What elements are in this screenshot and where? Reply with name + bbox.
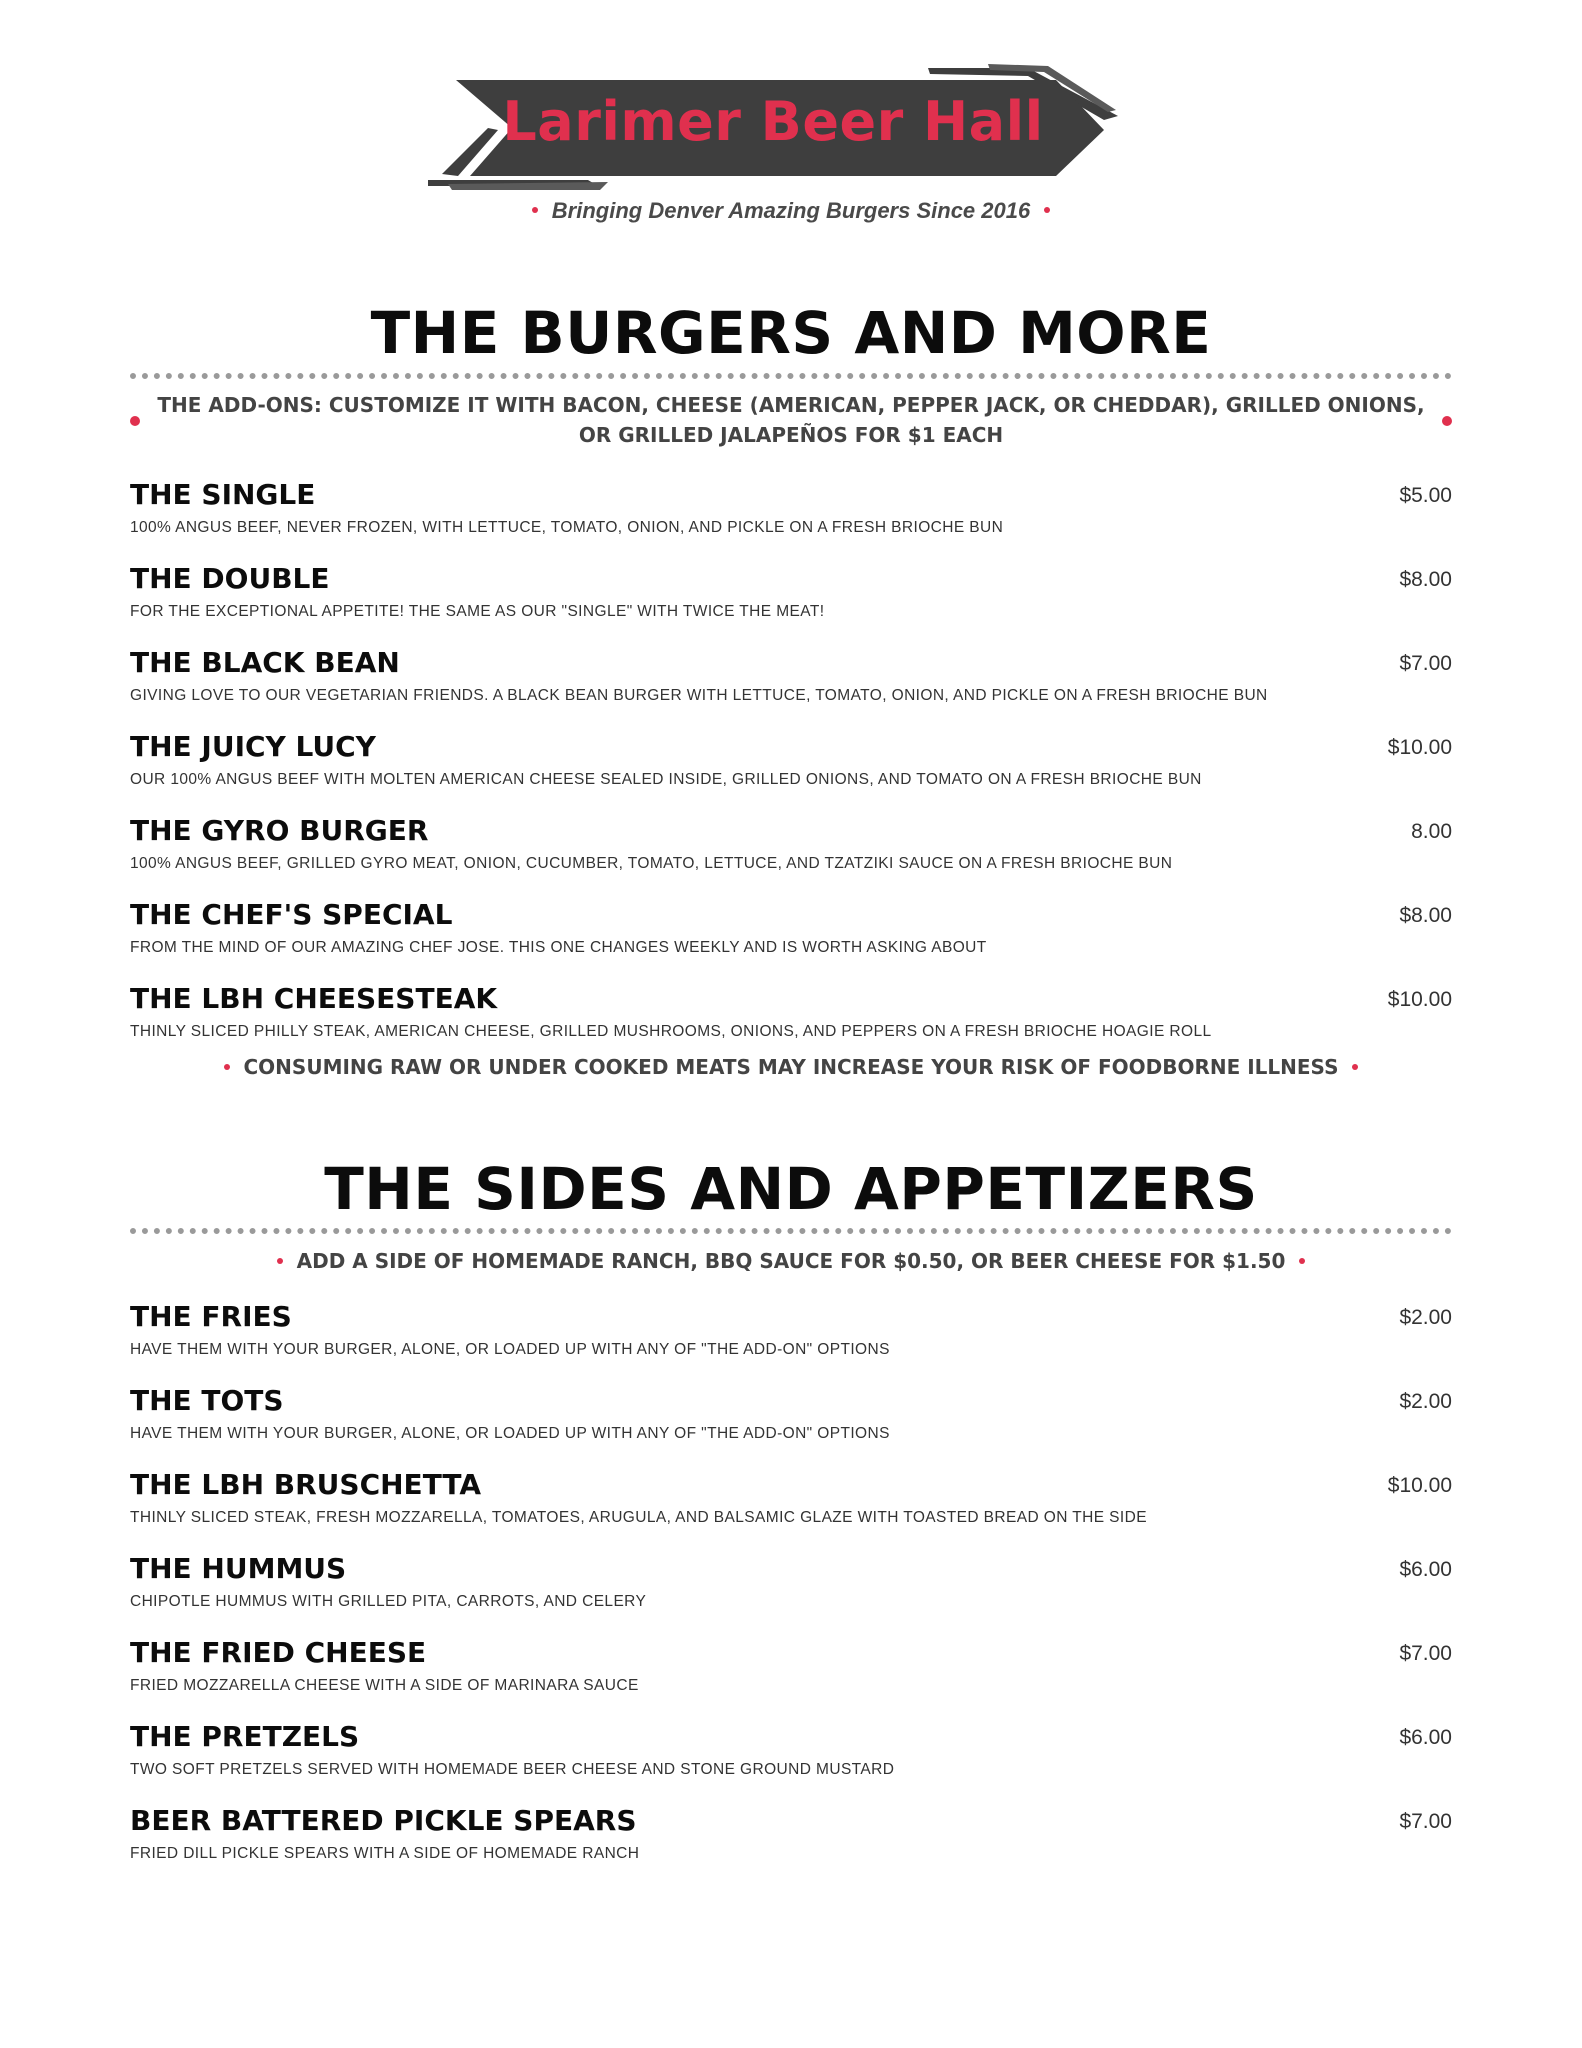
menu-item xyxy=(130,1468,1452,1552)
item-description: 100% ANGUS BEEF, NEVER FROZEN, WITH LETTUCE, TOMATO, ONION, AND PICKLE ON A FRESH BRIOCHE BUN xyxy=(130,519,1004,536)
item-price: $5.00 xyxy=(1399,484,1452,507)
menu-item xyxy=(130,1300,1452,1384)
item-price: 8.00 xyxy=(1411,820,1452,843)
tagline xyxy=(0,196,1582,226)
item-price: $2.00 xyxy=(1399,1306,1452,1329)
burgers-section-title: THE BURGERS AND MORE xyxy=(370,299,1212,367)
accent-dot-icon xyxy=(277,1258,283,1264)
item-price: $7.00 xyxy=(1399,1810,1452,1833)
menu-item xyxy=(130,898,1452,982)
item-price: $2.00 xyxy=(1399,1390,1452,1413)
item-name: THE DOUBLE xyxy=(130,562,330,595)
accent-dot-icon xyxy=(224,1064,230,1070)
accent-dot-icon xyxy=(1044,207,1050,213)
item-price: $8.00 xyxy=(1399,904,1452,927)
sides-note-text: ADD A SIDE OF HOMEMADE RANCH, BBQ SAUCE FOR $0.50, OR BEER CHEESE FOR $1.50 xyxy=(296,1249,1286,1273)
item-description: FRIED DILL PICKLE SPEARS WITH A SIDE OF HOMEMADE RANCH xyxy=(130,1845,640,1862)
item-name: THE LBH CHEESESTEAK xyxy=(130,982,498,1015)
item-description: FROM THE MIND OF OUR AMAZING CHEF JOSE. THIS ONE CHANGES WEEKLY AND IS WORTH ASKING ABOUT xyxy=(130,939,987,956)
sides-divider xyxy=(130,1228,1452,1234)
item-price: $10.00 xyxy=(1387,736,1452,759)
item-price: $7.00 xyxy=(1399,1642,1452,1665)
item-name: THE JUICY LUCY xyxy=(130,730,376,763)
item-description: TWO SOFT PRETZELS SERVED WITH HOMEMADE BEER CHEESE AND STONE GROUND MUSTARD xyxy=(130,1761,895,1778)
accent-dot-icon xyxy=(1442,416,1452,426)
item-price: $7.00 xyxy=(1399,652,1452,675)
item-price: $10.00 xyxy=(1387,1474,1452,1497)
menu-item xyxy=(130,814,1452,898)
item-description: HAVE THEM WITH YOUR BURGER, ALONE, OR LOADED UP WITH ANY OF "THE ADD-ON" OPTIONS xyxy=(130,1341,890,1358)
item-description: 100% ANGUS BEEF, GRILLED GYRO MEAT, ONION, CUCUMBER, TOMATO, LETTUCE, AND TZATZIKI SAUCE ON A FRESH BRIOCHE BUN xyxy=(130,855,1173,872)
item-description: CHIPOTLE HUMMUS WITH GRILLED PITA, CARROTS, AND CELERY xyxy=(130,1593,647,1610)
menu-item xyxy=(130,646,1452,730)
item-name: THE FRIES xyxy=(130,1300,292,1333)
item-price: $6.00 xyxy=(1399,1726,1452,1749)
item-name: THE TOTS xyxy=(130,1384,284,1417)
sides-section-title: THE SIDES AND APPETIZERS xyxy=(324,1155,1258,1223)
warning-text: CONSUMING RAW OR UNDER COOKED MEATS MAY INCREASE YOUR RISK OF FOODBORNE ILLNESS xyxy=(243,1055,1339,1079)
item-price: $10.00 xyxy=(1387,988,1452,1011)
menu-item xyxy=(130,1636,1452,1720)
item-name: THE CHEF'S SPECIAL xyxy=(130,898,453,931)
menu-item xyxy=(130,1804,1452,1888)
item-description: OUR 100% ANGUS BEEF WITH MOLTEN AMERICAN CHEESE SEALED INSIDE, GRILLED ONIONS, AND TOMATO ON A FRESH BRIOCHE BUN xyxy=(130,771,1202,788)
accent-dot-icon xyxy=(130,416,140,426)
item-description: FOR THE EXCEPTIONAL APPETITE! THE SAME AS OUR "SINGLE" WITH TWICE THE MEAT! xyxy=(130,603,825,620)
item-name: THE BLACK BEAN xyxy=(130,646,400,679)
item-name: THE SINGLE xyxy=(130,478,316,511)
menu-item xyxy=(130,1720,1452,1804)
sides-list xyxy=(130,1300,1452,1888)
menu-item xyxy=(130,562,1452,646)
burgers-divider xyxy=(130,373,1452,379)
item-description: HAVE THEM WITH YOUR BURGER, ALONE, OR LOADED UP WITH ANY OF "THE ADD-ON" OPTIONS xyxy=(130,1425,890,1442)
accent-dot-icon xyxy=(1352,1064,1358,1070)
item-description: THINLY SLICED STEAK, FRESH MOZZARELLA, TOMATOES, ARUGULA, AND BALSAMIC GLAZE WITH TOASTED BREAD ON THE SIDE xyxy=(130,1509,1147,1526)
item-name: THE FRIED CHEESE xyxy=(130,1636,427,1669)
burgers-list xyxy=(130,478,1452,1066)
accent-dot-icon xyxy=(532,207,538,213)
item-name: BEER BATTERED PICKLE SPEARS xyxy=(130,1804,637,1837)
item-description: FRIED MOZZARELLA CHEESE WITH A SIDE OF MARINARA SAUCE xyxy=(130,1677,639,1694)
restaurant-name: Larimer Beer Hall xyxy=(502,90,1044,153)
addons-note: THE ADD-ONS: CUSTOMIZE IT WITH BACON, CHEESE (AMERICAN, PEPPER JACK, OR CHEDDAR), GRILLED ONIONS, OR GRILLED JALAPEÑOS FOR $1 EACH xyxy=(157,393,1425,447)
accent-dot-icon xyxy=(1299,1258,1305,1264)
menu-item xyxy=(130,478,1452,562)
sides-note xyxy=(130,1246,1452,1276)
menu-item xyxy=(130,1384,1452,1468)
item-description: GIVING LOVE TO OUR VEGETARIAN FRIENDS. A BLACK BEAN BURGER WITH LETTUCE, TOMATO, ONION, AND PICKLE ON A FRESH BRIOCHE BUN xyxy=(130,687,1268,704)
item-price: $8.00 xyxy=(1399,568,1452,591)
item-name: THE GYRO BURGER xyxy=(130,814,429,847)
tagline-text: Bringing Denver Amazing Burgers Since 2016 xyxy=(551,198,1031,223)
item-description: THINLY SLICED PHILLY STEAK, AMERICAN CHEESE, GRILLED MUSHROOMS, ONIONS, AND PEPPERS ON A FRESH BRIOCHE HOAGIE ROLL xyxy=(130,1023,1212,1040)
item-name: THE HUMMUS xyxy=(130,1552,347,1585)
item-name: THE LBH BRUSCHETTA xyxy=(130,1468,482,1501)
logo-banner xyxy=(428,64,1118,190)
food-safety-warning xyxy=(0,1052,1582,1082)
menu-item xyxy=(130,730,1452,814)
item-name: THE PRETZELS xyxy=(130,1720,360,1753)
menu-item xyxy=(130,1552,1452,1636)
item-price: $6.00 xyxy=(1399,1558,1452,1581)
